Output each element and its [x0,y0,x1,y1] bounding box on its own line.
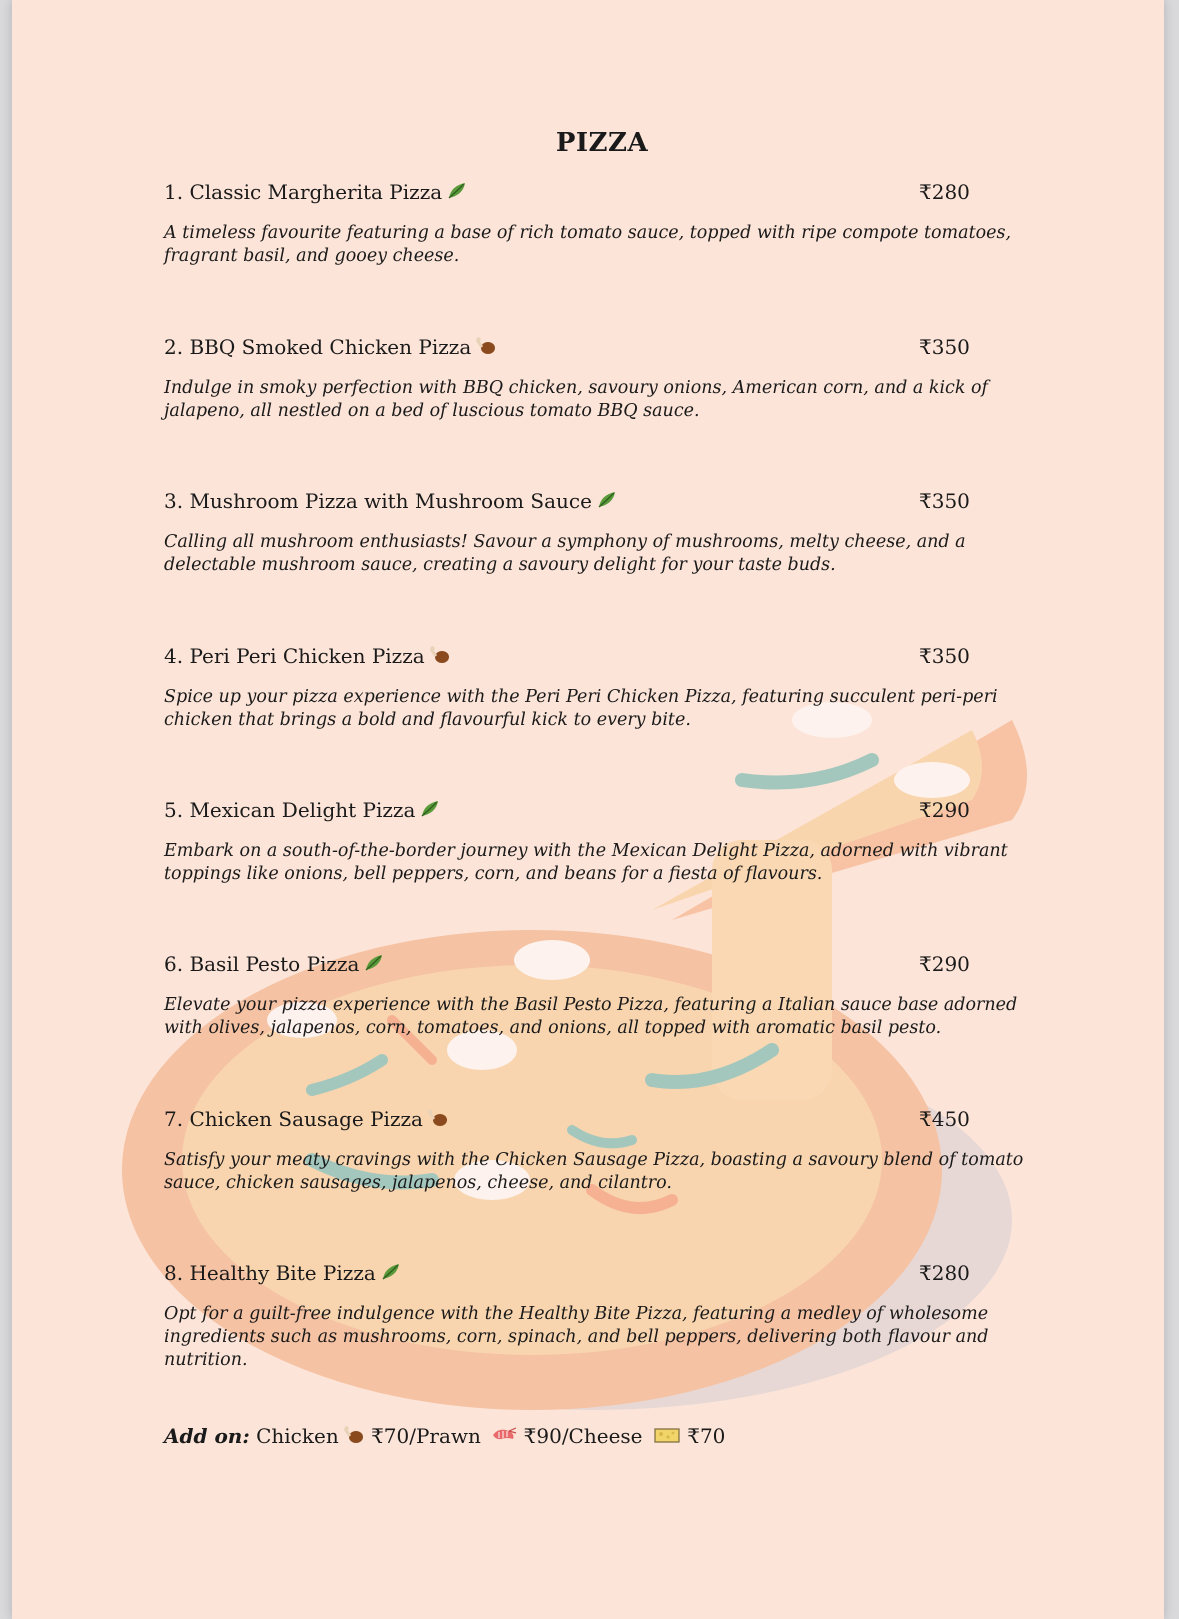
addon-line [164,1424,725,1448]
item-price: ₹450 [919,1107,970,1131]
item-price: ₹290 [919,952,970,976]
veg-leaf-icon [419,799,441,819]
menu-item [164,952,1044,1040]
item-name: 6. Basil Pesto Pizza [164,952,385,976]
chicken-leg-icon [427,1108,449,1128]
item-price: ₹350 [919,489,970,513]
item-name: 4. Peri Peri Chicken Pizza [164,644,451,668]
addon-chicken: Chicken [256,1424,339,1448]
cheese-icon [653,1425,681,1445]
menu-item [164,1261,1044,1372]
menu-page [12,0,1164,1619]
item-description: Indulge in smoky perfection with BBQ chicken, savoury onions, American corn, and a kick of jalapeno, all nestled on a bed of luscious tomato BBQ sauce. [164,378,989,421]
chicken-leg-icon [343,1425,365,1445]
addon-prawn-price: ₹90/Cheese [523,1424,643,1448]
item-name: 1. Classic Margherita Pizza [164,180,468,204]
item-description: Satisfy your meaty cravings with the Chicken Sausage Pizza, boasting a savoury blend of tomato sauce, chicken sausages, jalapenos, cheese, and cilantro. [164,1150,1024,1193]
chicken-leg-icon [429,645,451,665]
item-description: Embark on a south-of-the-border journey with the Mexican Delight Pizza, adorned with vibrant toppings like onions, bell peppers, corn, and beans for a fiesta of flavours. [164,841,1008,884]
item-name: 3. Mushroom Pizza with Mushroom Sauce [164,489,618,513]
item-name: 8. Healthy Bite Pizza [164,1261,402,1285]
item-name: 2. BBQ Smoked Chicken Pizza [164,335,497,359]
menu-item [164,335,1044,423]
addon-cheese-price: ₹70 [687,1424,726,1448]
page-title: PIZZA [555,128,649,158]
veg-leaf-icon [363,953,385,973]
veg-leaf-icon [596,490,618,510]
item-name: 7. Chicken Sausage Pizza [164,1107,449,1131]
menu-item [164,644,1044,732]
item-description: Elevate your pizza experience with the Basil Pesto Pizza, featuring a Italian sauce base adorned with olives, jalapenos, corn, tomatoes, and onions, all topped with aromatic basil pesto. [164,995,1018,1038]
item-price: ₹350 [919,335,970,359]
prawn-icon [491,1425,517,1445]
menu-item [164,1107,1044,1195]
item-price: ₹280 [919,1261,970,1285]
chicken-leg-icon [475,336,497,356]
item-description: A timeless favourite featuring a base of rich tomato sauce, topped with ripe compote tomatoes, fragrant basil, and gooey cheese. [164,223,1012,266]
item-price: ₹290 [919,798,970,822]
veg-leaf-icon [380,1262,402,1282]
addon-label: Add on: [164,1424,250,1448]
item-price: ₹350 [919,644,970,668]
menu-item [164,798,1044,886]
addon-chicken-price: ₹70/Prawn [371,1424,481,1448]
item-description: Spice up your pizza experience with the Peri Peri Chicken Pizza, featuring succulent peri-peri chicken that brings a bold and flavourful kick to every bite. [164,687,998,730]
item-name: 5. Mexican Delight Pizza [164,798,441,822]
item-description: Calling all mushroom enthusiasts! Savour a symphony of mushrooms, melty cheese, and a delectable mushroom sauce, creating a savoury delight for your taste buds. [164,532,966,575]
item-price: ₹280 [919,180,970,204]
item-description: Opt for a guilt-free indulgence with the Healthy Bite Pizza, featuring a medley of wholesome ingredients such as mushrooms, corn, spinach, and bell peppers, delivering both flavour and nutrition. [164,1304,989,1370]
veg-leaf-icon [446,181,468,201]
menu-item [164,180,1044,268]
menu-item [164,489,1044,577]
